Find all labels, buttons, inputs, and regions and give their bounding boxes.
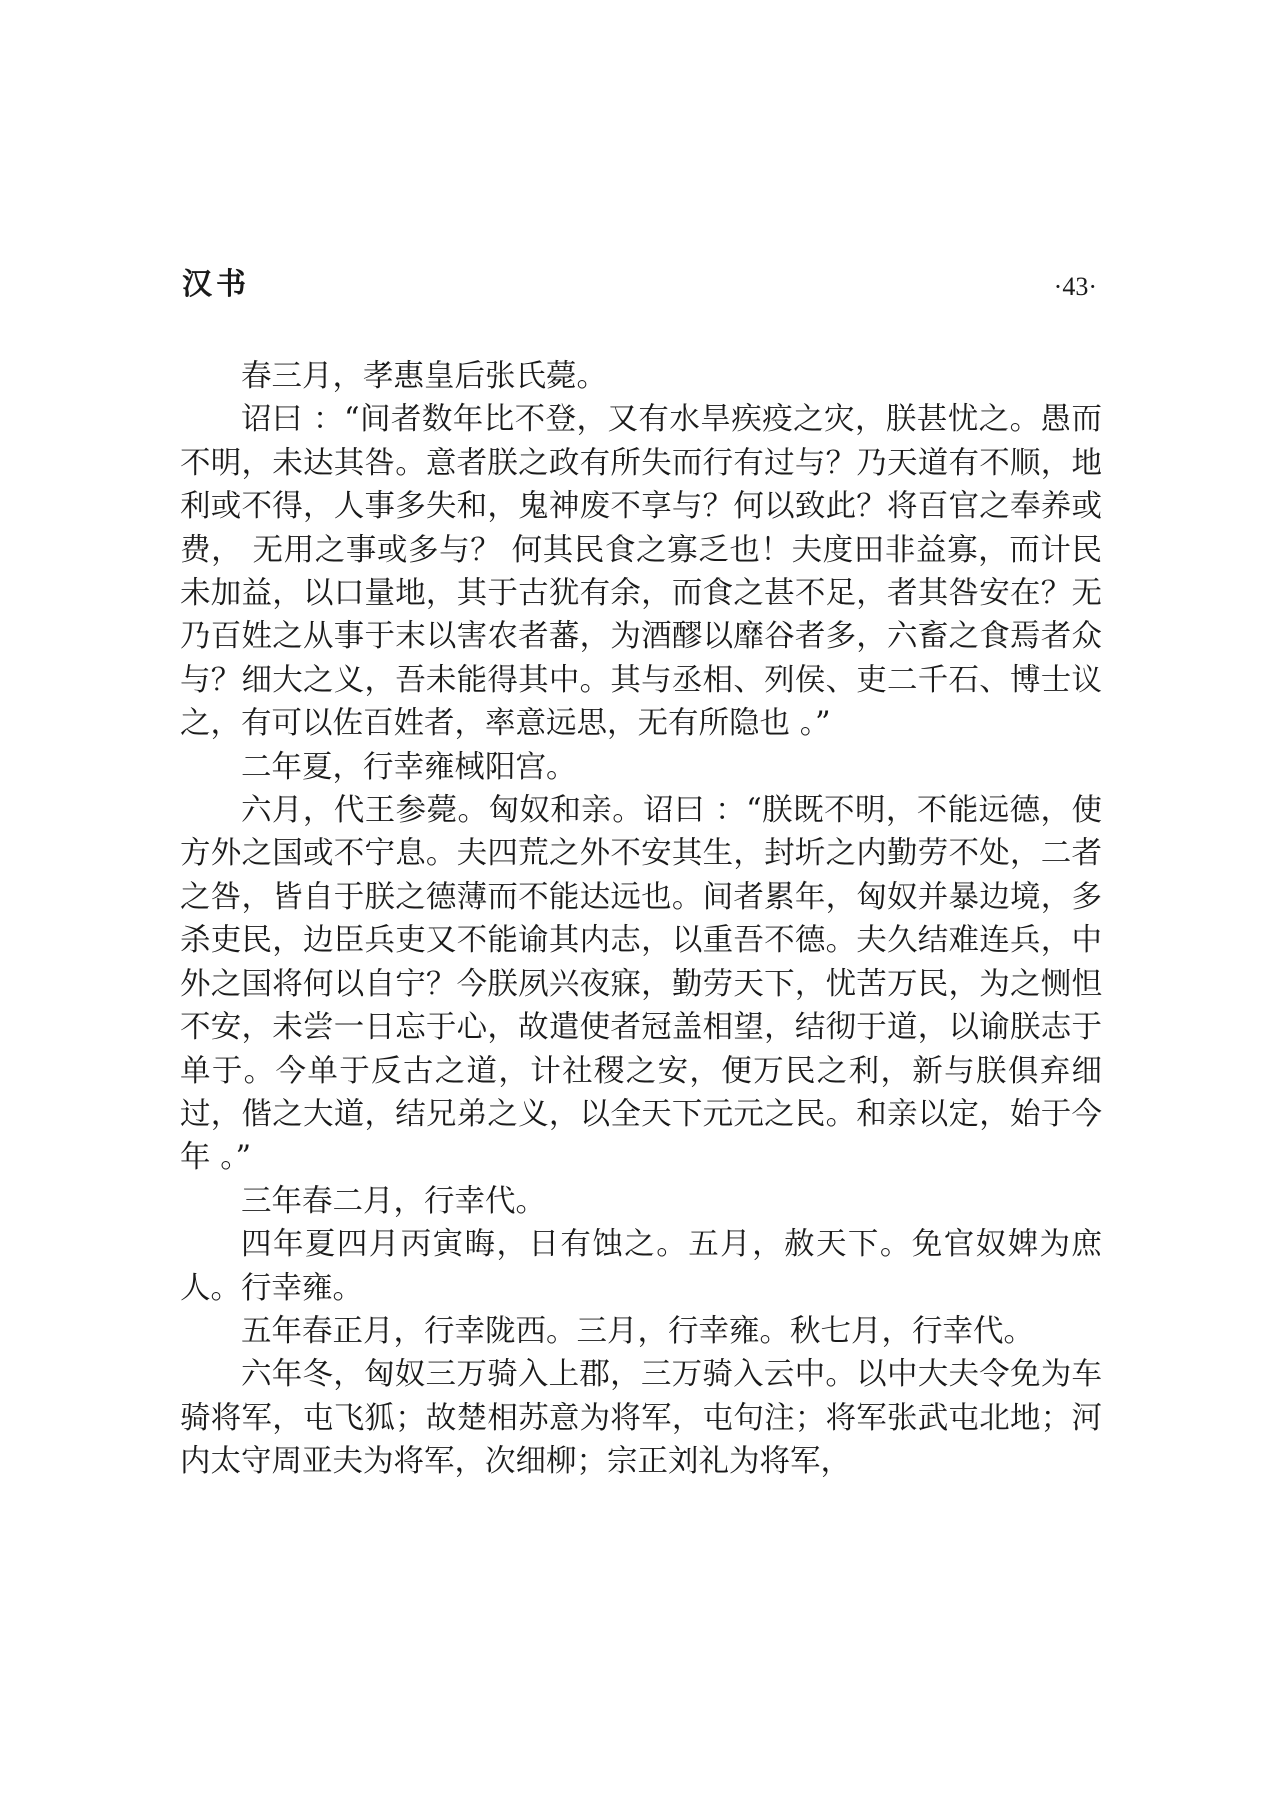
running-header-title: 汉书: [182, 267, 250, 302]
paragraph: 六年冬，匈奴三万骑入上郡，三万骑入云中。以中大夫令免为车骑将军，屯飞狐；故楚相苏意为将军，屯句注；将军张武屯北地；河内太守周亚夫为将军，次细柳；宗正刘礼为将军，: [180, 1357, 1102, 1480]
paragraph: 诏曰 ：“间者数年比不登，又有水旱疾疫之灾，朕甚忧之。愚而不明，未达其咎。意者朕之政有所失而行有过与？乃天道有不顺，地利或不得，人事多失和，鬼神废不享与？何以致此？将百官之奉养或费， 无用之事或多与？ 何其民食之寡乏也！夫度田非益寡，而计民未加益，以口量地，其于古犹有余，而食之甚不足，者其咎安在？无乃百姓之从事于末以害农者蕃，为酒醪以靡谷者多，六畜之食焉者众与？细大之义，吾未能得其中。其与丞相、列侯、吏二千石、博士议之，有可以佐百姓者，率意远思，无有所隐也 。”: [180, 402, 1102, 742]
paragraph: 五年春正月，行幸陇西。三月，行幸雍。秋七月，行幸代。: [241, 1313, 1034, 1349]
paragraph: 二年夏，行幸雍棫阳宫。: [241, 749, 577, 785]
body-text: [180, 355, 1102, 1484]
page-number: ·43·: [1053, 272, 1097, 301]
paragraph: 春三月，孝惠皇后张氏薨。: [241, 359, 607, 394]
paragraph: 六月，代王参薨。匈奴和亲。诏曰 ：“朕既不明，不能远德，使方外之国或不宁息。夫四荒之外不安其生，封圻之内勤劳不处，二者之咎，皆自于朕之德薄而不能达远也。间者累年，匈奴并暴边境，多杀吏民，边臣兵吏又不能谕其内志，以重吾不德。夫久结难连兵，中外之国将何以自宁？今朕夙兴夜寐，勤劳天下，忧苦万民，为之恻怛不安，未尝一日忘于心，故遣使者冠盖相望，结彻于道，以谕朕志于单于。今单于反古之道，计社稷之安，便万民之利，新与朕俱弃细过，偕之大道，结兄弟之义，以全天下元元之民。和亲以定，始于今年 。”: [180, 793, 1102, 1176]
paragraph: 四年夏四月丙寅晦，日有蚀之。五月，赦天下。免官奴婢为庶人。行幸雍。: [180, 1227, 1102, 1306]
paragraph: 三年春二月，行幸代。: [241, 1183, 546, 1219]
